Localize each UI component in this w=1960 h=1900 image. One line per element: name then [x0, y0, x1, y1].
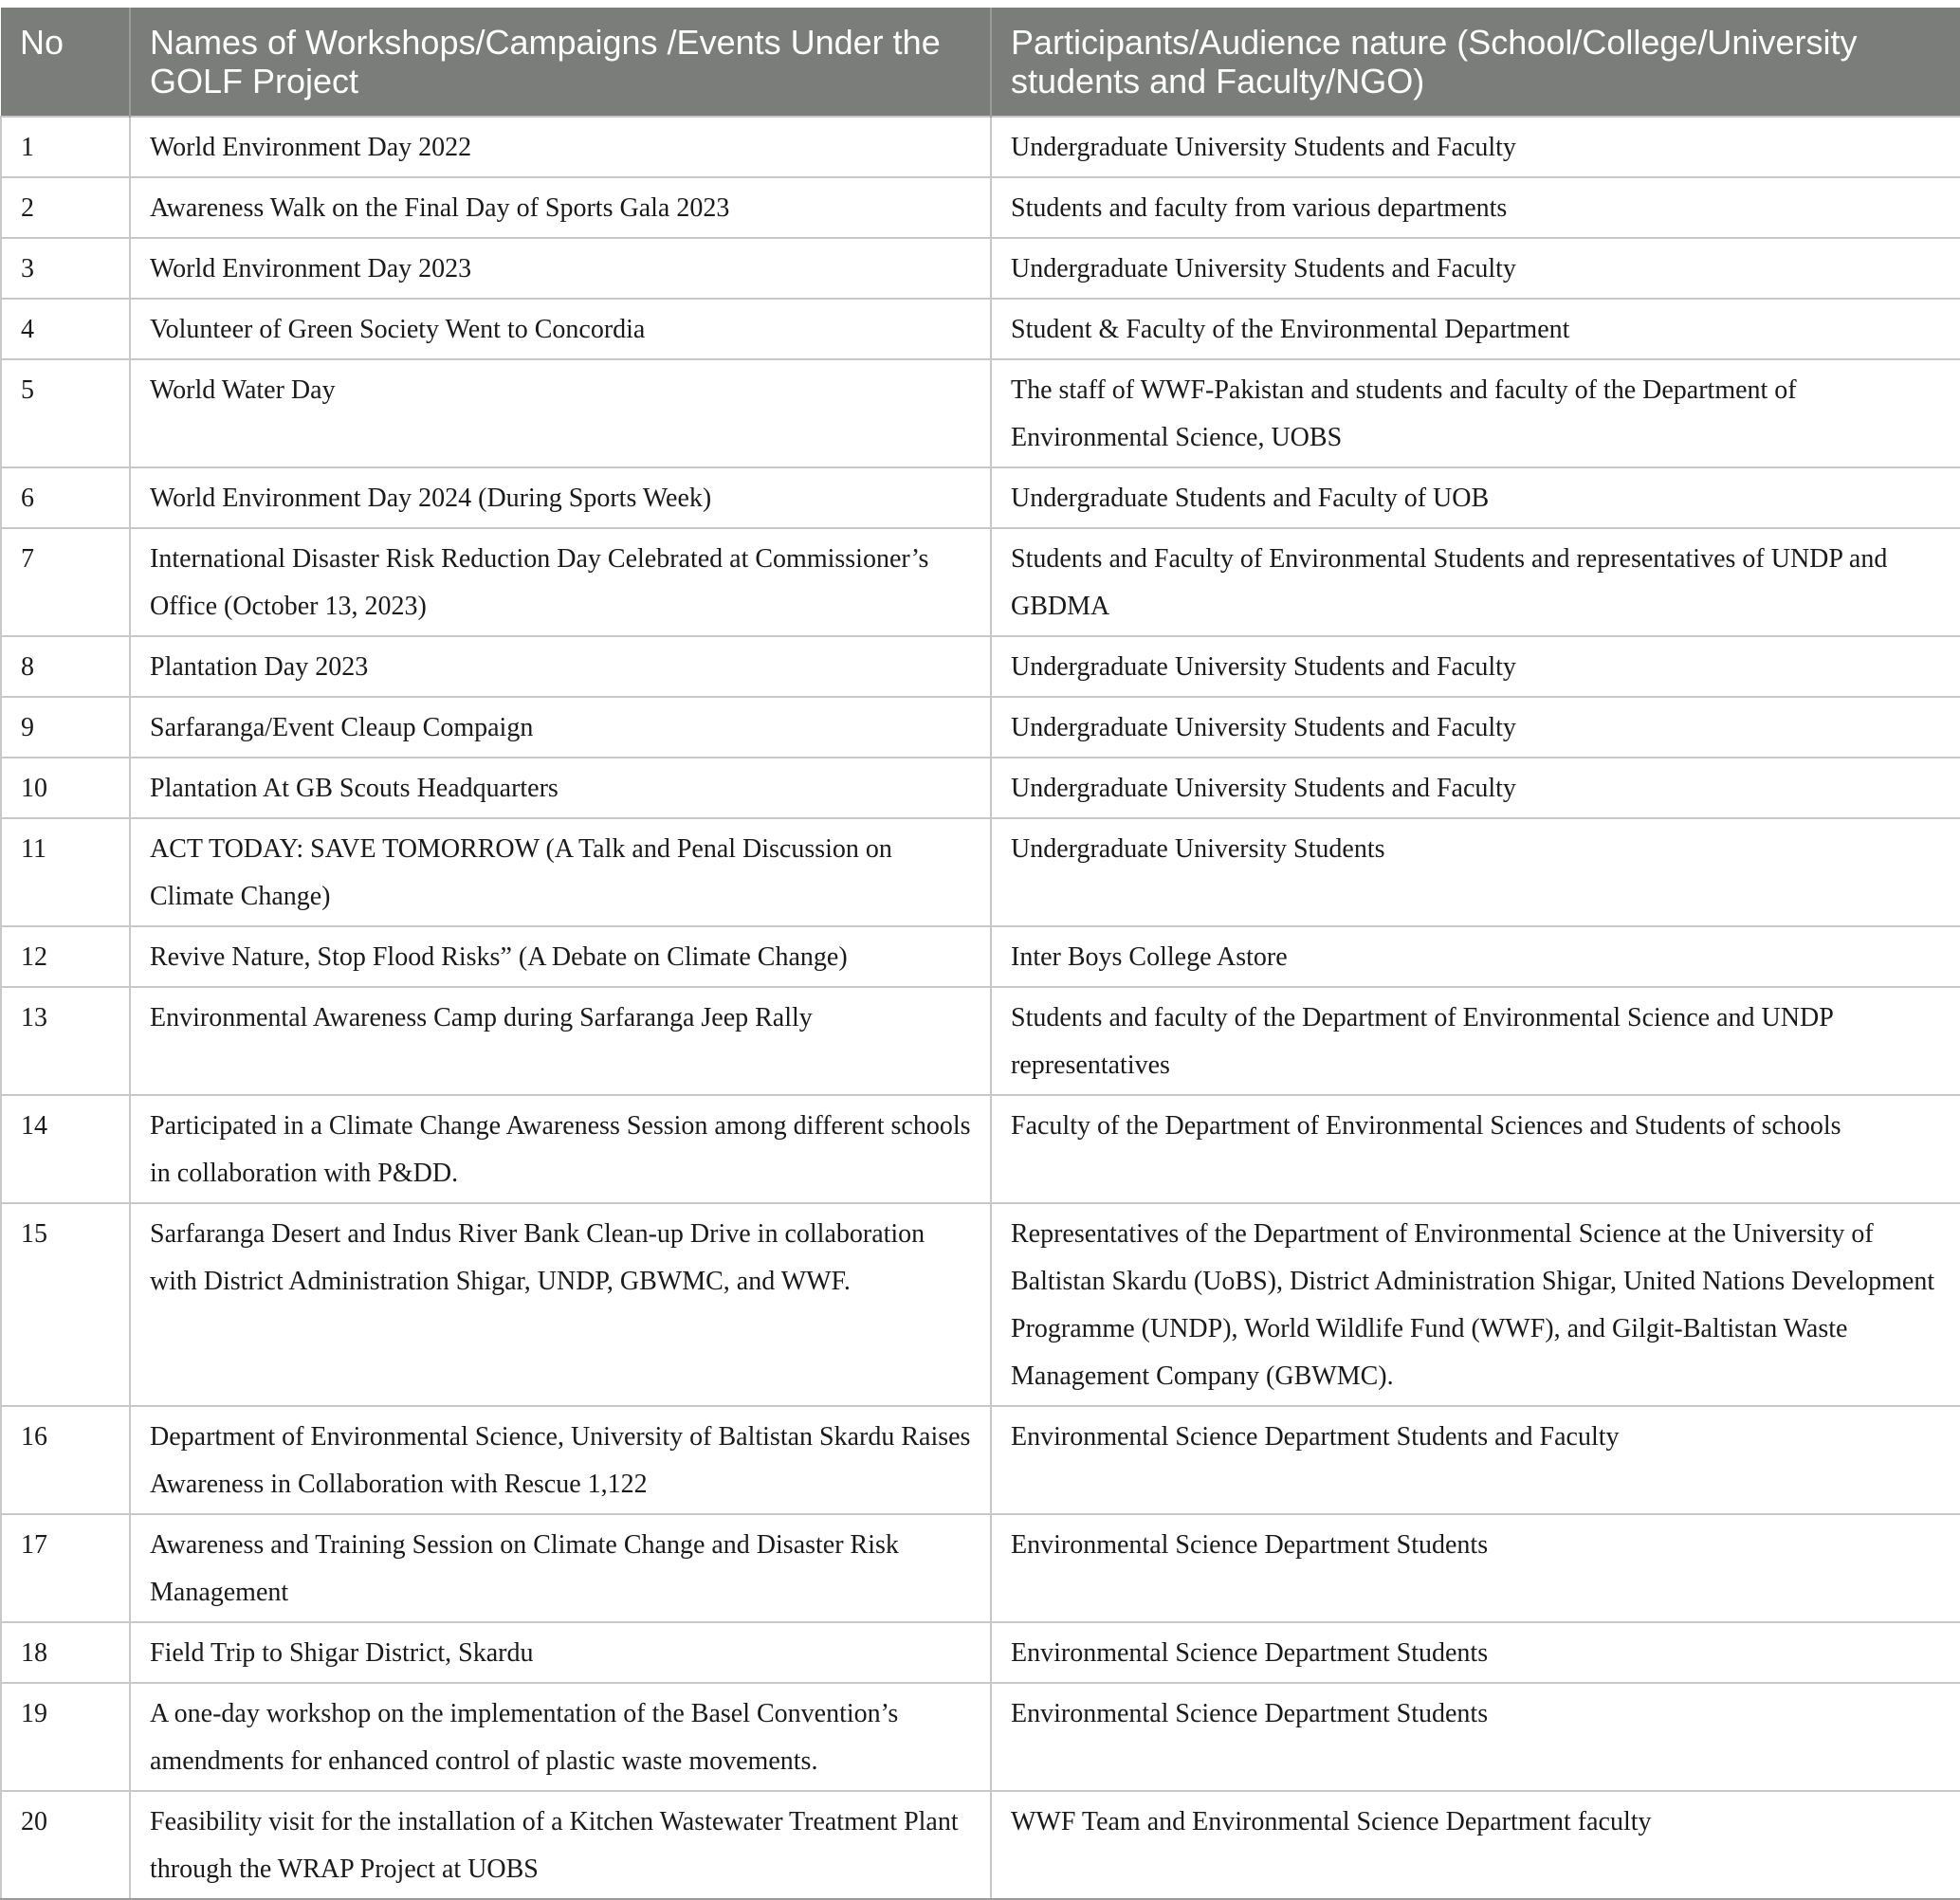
header-row [1, 8, 1960, 117]
cell-participants: Environmental Science Department Students [991, 1622, 1960, 1683]
cell-no: 6 [1, 467, 130, 528]
cell-event-name: Volunteer of Green Society Went to Concordia [130, 299, 991, 359]
cell-participants: Undergraduate University Students and Faculty [991, 758, 1960, 818]
cell-event-name: Department of Environmental Science, University of Baltistan Skardu Raises Awareness in Collaboration with Rescue 1,122 [130, 1406, 991, 1514]
cell-participants: Environmental Science Department Students [991, 1514, 1960, 1622]
cell-participants: Students and faculty from various departments [991, 177, 1960, 238]
cell-event-name: World Environment Day 2022 [130, 117, 991, 177]
header-participants: Participants/Audience nature (School/College/University students and Faculty/NGO) [991, 8, 1960, 117]
table-row [1, 467, 1960, 528]
cell-no: 4 [1, 299, 130, 359]
cell-participants: Students and Faculty of Environmental Students and representatives of UNDP and GBDMA [991, 528, 1960, 636]
cell-participants: Representatives of the Department of Environmental Science at the University of Baltistan Skardu (UoBS), District Administration Shigar, United Nations Development Programme (UNDP), World Wildlife Fund (WWF), and Gilgit-Baltistan Waste Management Company (GBWMC). [991, 1203, 1960, 1406]
cell-participants: Environmental Science Department Students [991, 1683, 1960, 1791]
cell-no: 5 [1, 359, 130, 467]
table-row [1, 117, 1960, 177]
cell-participants: Inter Boys College Astore [991, 926, 1960, 987]
table-row [1, 1406, 1960, 1514]
cell-event-name: ACT TODAY: SAVE TOMORROW (A Talk and Penal Discussion on Climate Change) [130, 818, 991, 926]
table-row [1, 359, 1960, 467]
events-table [0, 8, 1960, 1900]
cell-participants: Student & Faculty of the Environmental Department [991, 299, 1960, 359]
table-body [1, 117, 1960, 1899]
cell-participants: WWF Team and Environmental Science Department faculty [991, 1791, 1960, 1899]
cell-participants: Undergraduate University Students and Faculty [991, 636, 1960, 697]
table-row [1, 926, 1960, 987]
cell-event-name: Field Trip to Shigar District, Skardu [130, 1622, 991, 1683]
table-row [1, 1203, 1960, 1406]
table-row [1, 177, 1960, 238]
cell-event-name: Feasibility visit for the installation of a Kitchen Wastewater Treatment Plant through the WRAP Project at UOBS [130, 1791, 991, 1899]
cell-event-name: World Water Day [130, 359, 991, 467]
table-row [1, 528, 1960, 636]
cell-no: 8 [1, 636, 130, 697]
cell-event-name: Sarfaranga Desert and Indus River Bank Clean-up Drive in collaboration with District Administration Shigar, UNDP, GBWMC, and WWF. [130, 1203, 991, 1406]
table-row [1, 299, 1960, 359]
cell-no: 18 [1, 1622, 130, 1683]
cell-event-name: A one-day workshop on the implementation of the Basel Convention’s amendments for enhanced control of plastic waste movements. [130, 1683, 991, 1791]
header-event-name: Names of Workshops/Campaigns /Events Under the GOLF Project [130, 8, 991, 117]
cell-participants: Undergraduate University Students and Faculty [991, 117, 1960, 177]
cell-event-name: Sarfaranga/Event Cleaup Compaign [130, 697, 991, 758]
cell-event-name: Environmental Awareness Camp during Sarfaranga Jeep Rally [130, 987, 991, 1095]
table-row [1, 1791, 1960, 1899]
cell-event-name: Revive Nature, Stop Flood Risks” (A Debate on Climate Change) [130, 926, 991, 987]
cell-no: 16 [1, 1406, 130, 1514]
table-row [1, 1095, 1960, 1203]
cell-participants: Undergraduate University Students [991, 818, 1960, 926]
events-table-container [0, 8, 1960, 1900]
table-row [1, 697, 1960, 758]
cell-participants: Undergraduate Students and Faculty of UOB [991, 467, 1960, 528]
cell-no: 12 [1, 926, 130, 987]
cell-no: 14 [1, 1095, 130, 1203]
table-row [1, 238, 1960, 299]
cell-no: 20 [1, 1791, 130, 1899]
cell-event-name: International Disaster Risk Reduction Day Celebrated at Commissioner’s Office (October 13, 2023) [130, 528, 991, 636]
cell-no: 11 [1, 818, 130, 926]
table-row [1, 818, 1960, 926]
cell-participants: Faculty of the Department of Environmental Sciences and Students of schools [991, 1095, 1960, 1203]
cell-no: 3 [1, 238, 130, 299]
cell-no: 1 [1, 117, 130, 177]
cell-no: 9 [1, 697, 130, 758]
cell-event-name: Participated in a Climate Change Awareness Session among different schools in collaboration with P&DD. [130, 1095, 991, 1203]
table-row [1, 987, 1960, 1095]
table-row [1, 1683, 1960, 1791]
cell-no: 17 [1, 1514, 130, 1622]
table-row [1, 758, 1960, 818]
table-row [1, 1622, 1960, 1683]
cell-participants: Undergraduate University Students and Faculty [991, 238, 1960, 299]
cell-participants: The staff of WWF-Pakistan and students and faculty of the Department of Environmental Science, UOBS [991, 359, 1960, 467]
cell-event-name: Plantation At GB Scouts Headquarters [130, 758, 991, 818]
cell-event-name: World Environment Day 2024 (During Sports Week) [130, 467, 991, 528]
cell-participants: Undergraduate University Students and Faculty [991, 697, 1960, 758]
cell-no: 19 [1, 1683, 130, 1791]
header-no: No [1, 8, 130, 117]
cell-no: 10 [1, 758, 130, 818]
cell-event-name: Plantation Day 2023 [130, 636, 991, 697]
cell-participants: Students and faculty of the Department of Environmental Science and UNDP representatives [991, 987, 1960, 1095]
table-header [1, 8, 1960, 117]
cell-participants: Environmental Science Department Students and Faculty [991, 1406, 1960, 1514]
table-row [1, 636, 1960, 697]
cell-event-name: Awareness and Training Session on Climate Change and Disaster Risk Management [130, 1514, 991, 1622]
cell-no: 7 [1, 528, 130, 636]
cell-no: 13 [1, 987, 130, 1095]
cell-no: 2 [1, 177, 130, 238]
cell-no: 15 [1, 1203, 130, 1406]
cell-event-name: Awareness Walk on the Final Day of Sports Gala 2023 [130, 177, 991, 238]
cell-event-name: World Environment Day 2023 [130, 238, 991, 299]
table-row [1, 1514, 1960, 1622]
